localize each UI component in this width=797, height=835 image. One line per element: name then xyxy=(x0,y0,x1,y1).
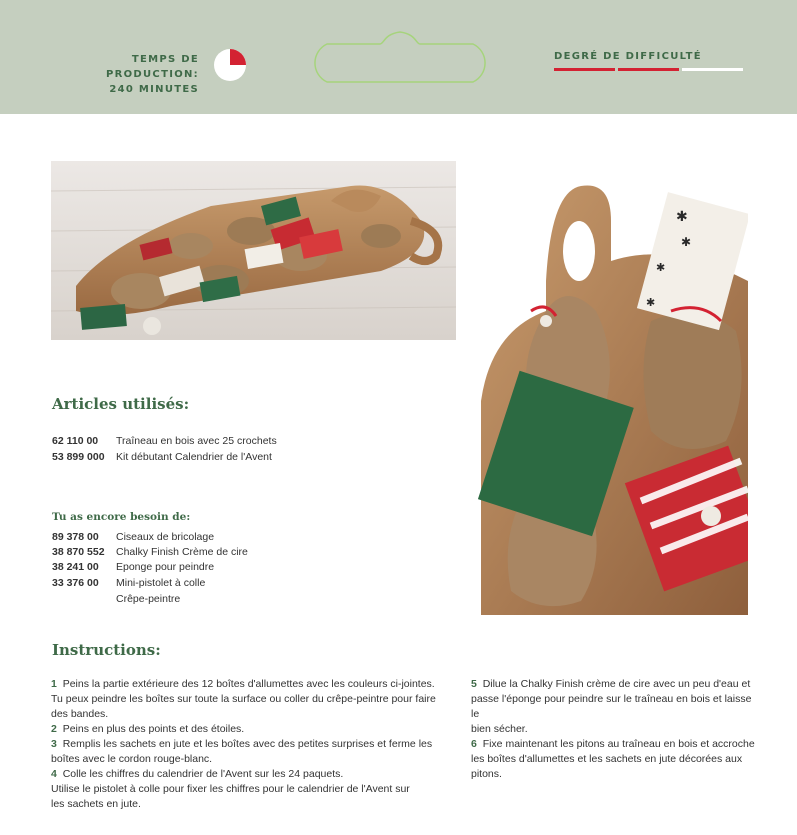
step-line: Tu peux peindre les boîtes sur toute la surface ou coller du crêpe-peintre pour faire xyxy=(51,693,436,705)
step-line: Peins en plus des points et des étoiles. xyxy=(62,723,245,735)
step xyxy=(471,677,761,692)
step xyxy=(51,677,451,692)
step-line: les boîtes d'allumettes et les sachets en jute décorées aux xyxy=(471,753,743,765)
difficulty-label: DEGRÉ DE DIFFICULTÉ xyxy=(554,51,702,62)
article-name: Traîneau en bois avec 25 crochets xyxy=(116,435,277,447)
production-label: TEMPS DE PRODUCTION: xyxy=(105,54,199,80)
step-line: passe l'éponge pour peindre sur le traîneau en bois et laisse le xyxy=(471,693,752,720)
difficulty-segment xyxy=(682,68,743,71)
step-line: Remplis les sachets en jute et les boîtes avec des petites surprises et ferme les xyxy=(62,738,433,750)
article-code: 38 870 552 xyxy=(52,546,105,558)
article-name: Kit débutant Calendrier de l'Avent xyxy=(116,451,272,463)
article-code: 33 376 00 xyxy=(52,577,99,589)
instructions-left xyxy=(51,677,451,812)
step-line: pitons. xyxy=(471,768,502,780)
difficulty-segment xyxy=(554,68,615,71)
step xyxy=(51,722,451,737)
production-time xyxy=(44,52,199,97)
step-line: boîtes avec le cordon rouge-blanc. xyxy=(51,753,213,765)
step-line: Fixe maintenant les pitons au traîneau en bois et accroche xyxy=(482,738,755,750)
article-code: 89 378 00 xyxy=(52,531,99,543)
article-code: 38 241 00 xyxy=(52,561,99,573)
production-value: 240 MINUTES xyxy=(109,84,199,95)
step-number: 4 xyxy=(51,768,57,780)
difficulty-segment xyxy=(618,68,679,71)
step-line: bien sécher. xyxy=(471,723,528,735)
articles-title: Articles utilisés: xyxy=(52,395,190,413)
article-name: Chalky Finish Crème de cire xyxy=(116,546,248,558)
svg-text:✱: ✱ xyxy=(676,209,688,225)
step xyxy=(51,737,451,752)
article-code: 62 110 00 xyxy=(52,435,99,447)
step-number: 6 xyxy=(471,738,477,750)
step-line: Utilise le pistolet à colle pour fixer les chiffres pour le calendrier de l'Avent sur xyxy=(51,783,410,795)
step-line: Colle les chiffres du calendrier de l'Avent sur les 24 paquets. xyxy=(62,768,344,780)
svg-text:✱: ✱ xyxy=(681,235,692,249)
step-number: 3 xyxy=(51,738,57,750)
header-band xyxy=(0,0,797,114)
need-title: Tu as encore besoin de: xyxy=(52,511,191,523)
article-name: Ciseaux de bricolage xyxy=(116,531,215,543)
step-line: Peins la partie extérieure des 12 boîtes d'allumettes avec les couleurs ci-jointes. xyxy=(62,678,435,690)
article-code: 53 899 000 xyxy=(52,451,105,463)
step-line: des bandes. xyxy=(51,708,109,720)
gift-sacks-photo xyxy=(471,161,748,615)
svg-text:✱: ✱ xyxy=(656,261,666,274)
svg-text:✱: ✱ xyxy=(646,296,656,309)
step-line: les sachets en jute. xyxy=(51,798,141,810)
article-name: Crêpe-peintre xyxy=(116,593,181,605)
instructions-right xyxy=(471,677,761,782)
instructions-title: Instructions: xyxy=(52,641,161,659)
article-name: Mini-pistolet à colle xyxy=(116,577,206,589)
step-number: 1 xyxy=(51,678,57,690)
sleigh-photo xyxy=(51,161,456,340)
article-name: Eponge pour peindre xyxy=(116,561,215,573)
step-number: 2 xyxy=(51,723,57,735)
decorative-frame xyxy=(304,30,496,86)
step xyxy=(51,767,451,782)
clock-pie-icon xyxy=(213,48,247,82)
step-number: 5 xyxy=(471,678,477,690)
step-line: Dilue la Chalky Finish crème de cire avec un peu d'eau et xyxy=(482,678,751,690)
step xyxy=(471,737,761,752)
